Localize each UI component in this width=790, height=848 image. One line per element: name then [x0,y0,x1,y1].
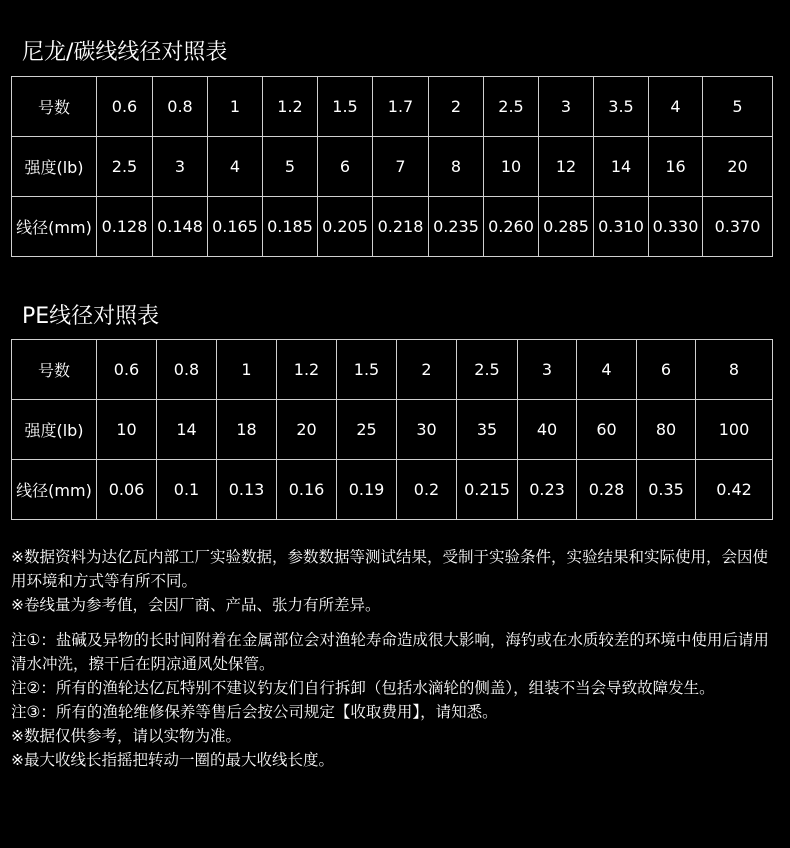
table-cell: 100 [696,400,773,460]
table-cell: 1 [217,340,277,400]
note-data-disclaimer: ※数据资料为达亿瓦内部工厂实验数据，参数数据等测试结果，受制于实验条件，实验结果和实际使用，会因使用环境和方式等有所不同。 [11,548,768,590]
table-cell: 0.215 [457,460,518,520]
table-cell: 2 [429,77,484,137]
note-3-repair-fees: 注③：所有的渔轮维修保养等售后会按公司规定【收取费用】，请知悉。 [11,703,498,721]
table-cell: 0.42 [696,460,773,520]
table-cell: 0.16 [277,460,337,520]
note-reference-only: ※数据仅供参考，请以实物为准。 [11,727,241,745]
row-header: 强度(lb) [12,400,97,460]
table-cell: 10 [97,400,157,460]
table-cell: 0.6 [97,77,153,137]
table-cell: 3.5 [594,77,649,137]
table-cell: 16 [649,137,703,197]
row-header: 号数 [12,340,97,400]
table-cell: 0.185 [263,197,318,257]
table-cell: 7 [373,137,429,197]
table-cell: 14 [157,400,217,460]
table-cell: 0.19 [337,460,397,520]
table-cell: 12 [539,137,594,197]
table-cell: 1.5 [337,340,397,400]
table-cell: 20 [703,137,773,197]
table-cell: 0.6 [97,340,157,400]
table-cell: 10 [484,137,539,197]
nylon-strength-row [12,137,773,197]
table-cell: 5 [703,77,773,137]
table-cell: 0.205 [318,197,373,257]
table-cell: 3 [518,340,577,400]
pe-size-row [12,340,773,400]
pe-strength-row [12,400,773,460]
nylon-diameter-row [12,197,773,257]
table-cell: 1 [208,77,263,137]
table-cell: 6 [318,137,373,197]
table-cell: 1.2 [263,77,318,137]
row-header: 线径(mm) [12,197,97,257]
table-cell: 4 [208,137,263,197]
table-cell: 0.13 [217,460,277,520]
table-cell: 0.23 [518,460,577,520]
table-cell: 0.218 [373,197,429,257]
row-header: 强度(lb) [12,137,97,197]
table-cell: 3 [539,77,594,137]
table-cell: 8 [429,137,484,197]
table-cell: 0.06 [97,460,157,520]
table-cell: 80 [637,400,696,460]
table-cell: 1.5 [318,77,373,137]
table-cell: 14 [594,137,649,197]
notes-block [11,545,781,772]
note-max-retrieve: ※最大收线长指摇把转动一圈的最大收线长度。 [11,751,334,769]
table-cell: 8 [696,340,773,400]
table-cell: 0.8 [157,340,217,400]
table-cell: 40 [518,400,577,460]
table-cell: 2.5 [484,77,539,137]
table-cell: 0.165 [208,197,263,257]
table-cell: 0.1 [157,460,217,520]
nylon-spec-table [11,76,773,257]
table-cell: 30 [397,400,457,460]
table-cell: 1.7 [373,77,429,137]
table-cell: 60 [577,400,637,460]
table-cell: 0.28 [577,460,637,520]
table-cell: 4 [577,340,637,400]
table-cell: 1.2 [277,340,337,400]
pe-table-title: PE线径对照表 [22,304,160,329]
table-cell: 18 [217,400,277,460]
row-header: 线径(mm) [12,460,97,520]
table-cell: 2.5 [97,137,153,197]
note-line-capacity: ※卷线量为参考值，会因厂商、产品、张力有所差异。 [11,596,381,614]
table-cell: 0.128 [97,197,153,257]
table-cell: 4 [649,77,703,137]
pe-spec-table [11,339,773,520]
table-cell: 35 [457,400,518,460]
nylon-table-title: 尼龙/碳线线径对照表 [22,40,228,65]
pe-diameter-row [12,460,773,520]
nylon-size-row [12,77,773,137]
note-1-corrosion: 注①：盐碱及异物的长时间附着在金属部位会对渔轮寿命造成很大影响，海钓或在水质较差的环境中使用后请用清水冲洗，擦干后在阴凉通风处保管。 [11,631,769,673]
table-cell: 2 [397,340,457,400]
table-cell: 3 [153,137,208,197]
row-header: 号数 [12,77,97,137]
table-cell: 0.370 [703,197,773,257]
table-cell: 0.285 [539,197,594,257]
table-cell: 0.8 [153,77,208,137]
table-cell: 0.260 [484,197,539,257]
table-cell: 25 [337,400,397,460]
table-cell: 20 [277,400,337,460]
table-cell: 0.310 [594,197,649,257]
table-cell: 0.35 [637,460,696,520]
table-cell: 0.235 [429,197,484,257]
table-cell: 0.330 [649,197,703,257]
table-cell: 2.5 [457,340,518,400]
table-cell: 0.148 [153,197,208,257]
table-cell: 0.2 [397,460,457,520]
table-cell: 6 [637,340,696,400]
note-2-disassembly: 注②：所有的渔轮达亿瓦特别不建议钓友们自行拆卸（包括水滴轮的侧盖），组装不当会导致故障发生。 [11,679,715,697]
table-cell: 5 [263,137,318,197]
